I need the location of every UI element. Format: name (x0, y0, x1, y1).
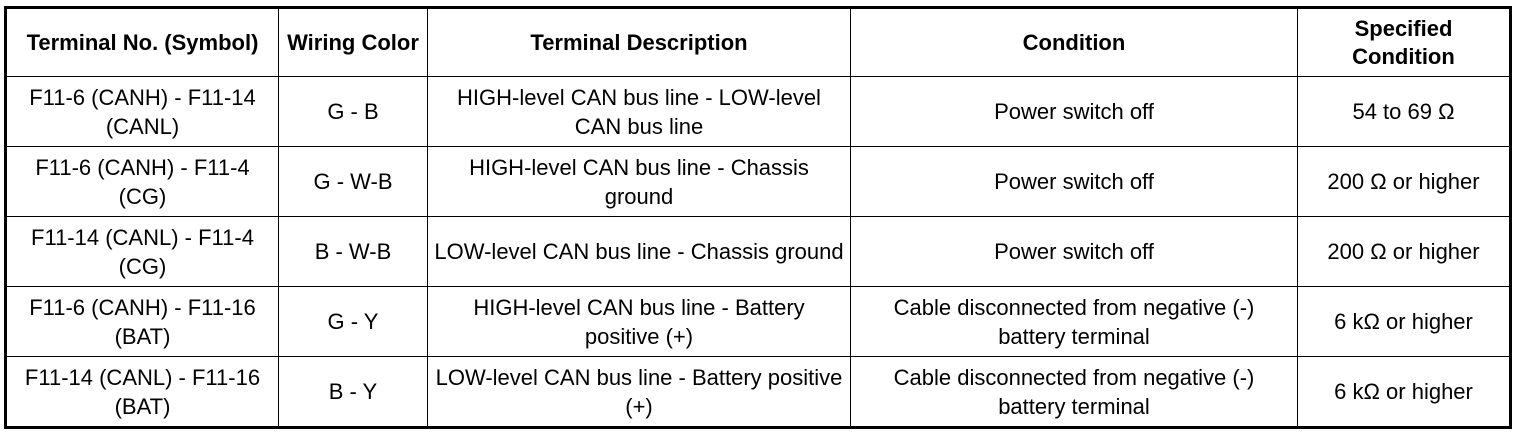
cell-description: HIGH-level CAN bus line - LOW-level CAN bus line (428, 77, 851, 147)
table-row (6, 287, 1511, 357)
header-terminal-description: Terminal Description (428, 8, 851, 77)
cell-terminal: F11-6 (CANH) - F11-16 (BAT) (6, 287, 279, 357)
cell-description: LOW-level CAN bus line - Battery positive (+) (428, 357, 851, 428)
cell-wiring-color: G - W-B (279, 147, 428, 217)
cell-condition: Power switch off (851, 147, 1298, 217)
cell-description: LOW-level CAN bus line - Chassis ground (428, 217, 851, 287)
cell-condition: Cable disconnected from negative (-) battery terminal (851, 357, 1298, 428)
cell-condition: Power switch off (851, 217, 1298, 287)
cell-wiring-color: G - Y (279, 287, 428, 357)
cell-specified-condition: 6 kΩ or higher (1298, 357, 1511, 428)
table-row (6, 217, 1511, 287)
cell-condition: Power switch off (851, 77, 1298, 147)
cell-specified-condition: 6 kΩ or higher (1298, 287, 1511, 357)
table-row (6, 357, 1511, 428)
can-bus-inspection-table (4, 6, 1512, 429)
table-row (6, 77, 1511, 147)
cell-terminal: F11-14 (CANL) - F11-4 (CG) (6, 217, 279, 287)
table-row (6, 147, 1511, 217)
cell-terminal: F11-14 (CANL) - F11-16 (BAT) (6, 357, 279, 428)
header-terminal-no: Terminal No. (Symbol) (6, 8, 279, 77)
cell-specified-condition: 54 to 69 Ω (1298, 77, 1511, 147)
cell-wiring-color: G - B (279, 77, 428, 147)
header-wiring-color: Wiring Color (279, 8, 428, 77)
cell-wiring-color: B - Y (279, 357, 428, 428)
inspection-sheet (4, 6, 1512, 429)
cell-terminal: F11-6 (CANH) - F11-14 (CANL) (6, 77, 279, 147)
cell-specified-condition: 200 Ω or higher (1298, 147, 1511, 217)
cell-terminal: F11-6 (CANH) - F11-4 (CG) (6, 147, 279, 217)
table-header-row (6, 8, 1511, 77)
header-specified-condition: Specified Condition (1298, 8, 1511, 77)
cell-description: HIGH-level CAN bus line - Battery positive (+) (428, 287, 851, 357)
cell-condition: Cable disconnected from negative (-) battery terminal (851, 287, 1298, 357)
cell-description: HIGH-level CAN bus line - Chassis ground (428, 147, 851, 217)
header-condition: Condition (851, 8, 1298, 77)
cell-wiring-color: B - W-B (279, 217, 428, 287)
cell-specified-condition: 200 Ω or higher (1298, 217, 1511, 287)
